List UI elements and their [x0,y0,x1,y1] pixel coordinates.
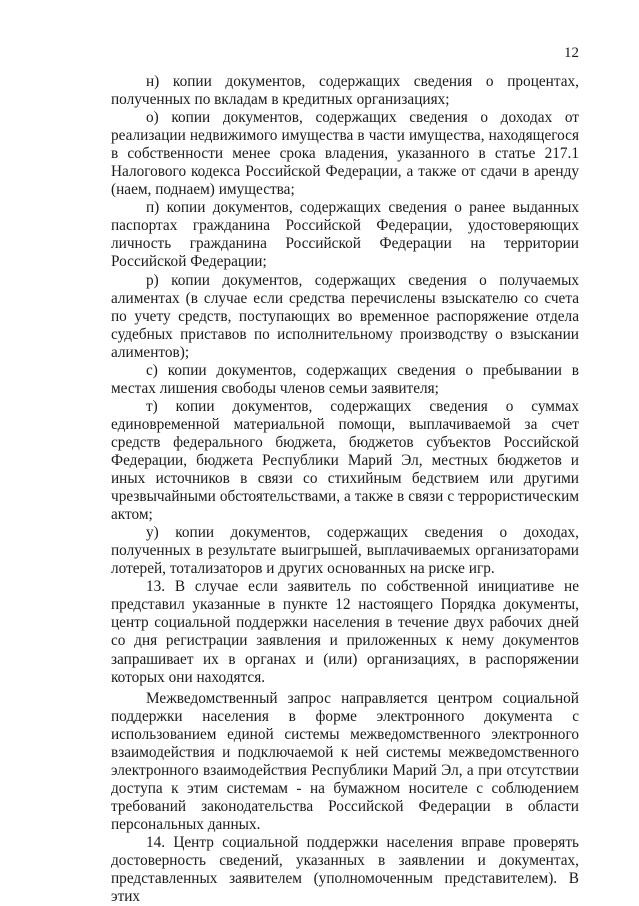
paragraph-item-o: о) копии документов, содержащих сведения о доходах от реализации недвижимого имущества в части имущества, находящегося в собственности менее срока владения, указанного в статье 217.1 Налогового кодекса Российской Федерации, а также от сдачи в аренду (наем, поднаем) имущества; [111,109,579,199]
paragraph-clause-13: 13. В случае если заявитель по собственной инициативе не представил указанные в пункте 12 настоящего Порядка документы, центр социальной поддержки населения в течение двух рабочих дней со дня регистрации заявления и приложенных к нему документов запрашивает их в органах и (или) организациях, в распоряжении которых они находятся. [111,578,579,686]
paragraph-interagency-request: Межведомственный запрос направляется центром социальной поддержки населения в форме электронного документа с использованием единой системы межведомственного электронного взаимодействия и подключаемой к ней системы межведомственного электронного взаимодействия Республики Марий Эл, а при отсутствии доступа к этим системам - на бумажном носителе с соблюдением требований законодательства Российской Федерации в области персональных данных. [111,689,579,833]
paragraph-item-s: с) копии документов, содержащих сведения о пребывании в местах лишения свободы членов семьи заявителя; [111,361,579,397]
document-body [111,73,579,906]
paragraph-item-p: п) копии документов, содержащих сведения о ранее выданных паспортах гражданина Российской Федерации, удостоверяющих личность гражданина Российской Федерации на территории Российской Федерации; [111,199,579,271]
paragraph-item-t: т) копии документов, содержащих сведения о суммах единовременной материальной помощи, выплачиваемой за счет средств федерального бюджета, бюджетов субъектов Российской Федерации, бюджета Республики Марий Эл, местных бюджетов и иных источников в связи со стихийным бедствием или другими чрезвычайными обстоятельствами, а также в связи с террористическим актом; [111,397,579,524]
paragraph-item-r: р) копии документов, содержащих сведения о получаемых алиментах (в случае если средства перечислены взыскателю со счета по учету средств, поступающих во временное распоряжение отдела судебных приставов по исполнительному производству о взыскании алиментов); [111,271,579,361]
paragraph-item-n: н) копии документов, содержащих сведения о процентах, полученных по вкладам в кредитных организациях; [111,73,579,109]
paragraph-clause-14: 14. Центр социальной поддержки населения вправе проверять достоверность сведений, указанных в заявлении и документах, представленных заявителем (уполномоченным представителем). В этих [111,833,579,906]
paragraph-item-u: у) копии документов, содержащих сведения о доходах, полученных в результате выигрышей, выплачиваемых организаторами лотерей, тотализаторов и других основанных на риске игр. [111,524,579,578]
page-number: 12 [564,45,579,61]
